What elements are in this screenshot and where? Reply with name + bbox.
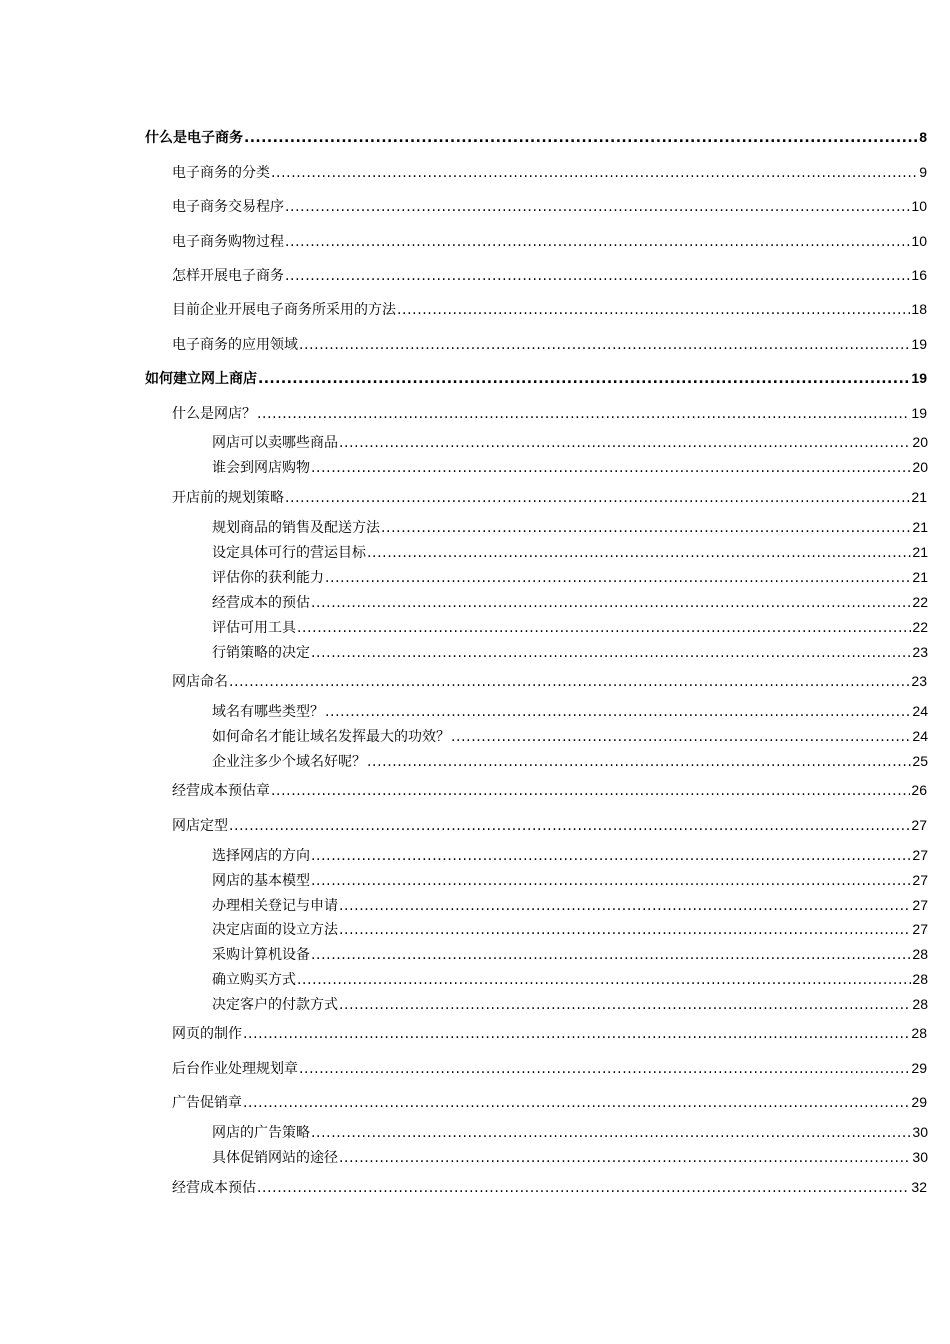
toc-dot-leader: [243, 1025, 910, 1043]
toc-dot-leader: [285, 233, 910, 251]
toc-entry-title: 确立购买方式: [212, 972, 296, 988]
toc-dot-leader: [339, 434, 911, 452]
toc-entry-title: 电子商务购物过程: [172, 234, 284, 250]
toc-page-number: 23: [912, 644, 928, 660]
toc-dot-leader: [311, 459, 911, 477]
toc-page-number: 27: [912, 872, 928, 888]
toc-subsection[interactable]: [212, 643, 928, 661]
toc-dot-leader: [367, 753, 911, 771]
toc-dot-leader: [311, 946, 911, 964]
toc-dot-leader: [367, 544, 911, 562]
toc-dot-leader: [257, 405, 910, 423]
toc-page-number: 19: [911, 405, 927, 421]
toc-subsection[interactable]: [212, 433, 928, 451]
toc-section[interactable]: [172, 781, 927, 799]
toc-entry-title: 经营成本的预估: [212, 595, 310, 611]
toc-entry-title: 网店可以卖哪些商品: [212, 435, 338, 451]
toc-page-number: 25: [912, 753, 928, 769]
toc-dot-leader: [325, 703, 911, 721]
toc-page-number: 27: [912, 921, 928, 937]
toc-entry-title: 经营成本预估章: [172, 783, 270, 799]
toc-dot-leader: [311, 594, 911, 612]
toc-entry-title: 网店定型: [172, 818, 228, 834]
toc-dot-leader: [285, 489, 910, 507]
toc-dot-leader: [229, 673, 910, 691]
toc-subsection[interactable]: [212, 945, 928, 963]
toc-dot-leader: [339, 996, 911, 1014]
toc-page-number: 20: [912, 434, 928, 450]
toc-dot-leader: [285, 198, 910, 216]
toc-subsection[interactable]: [212, 846, 928, 864]
toc-page-number: 28: [912, 946, 928, 962]
toc-section[interactable]: [172, 197, 927, 215]
toc-page-number: 24: [912, 728, 928, 744]
toc-subsection[interactable]: [212, 970, 928, 988]
toc-dot-leader: [339, 1149, 911, 1167]
toc-page-number: 21: [912, 544, 928, 560]
toc-section[interactable]: [172, 1093, 927, 1111]
toc-page-number: 26: [911, 782, 927, 798]
toc-entry-title: 目前企业开展电子商务所采用的方法: [172, 302, 396, 318]
toc-dot-leader: [381, 519, 911, 537]
toc-entry-title: 选择网店的方向: [212, 848, 310, 864]
toc-dot-leader: [299, 336, 910, 354]
toc-page-number: 22: [912, 619, 928, 635]
toc-page-number: 9: [919, 164, 927, 180]
toc-section[interactable]: [172, 300, 927, 318]
toc-section[interactable]: [172, 232, 927, 250]
toc-subsection[interactable]: [212, 995, 928, 1013]
toc-dot-leader: [257, 1179, 910, 1197]
toc-page-number: 29: [911, 1094, 927, 1110]
toc-entry-title: 评估可用工具: [212, 620, 296, 636]
toc-entry-title: 决定客户的付款方式: [212, 997, 338, 1013]
toc-page-number: 16: [911, 267, 927, 283]
toc-dot-leader: [271, 782, 910, 800]
toc-page-number: 24: [912, 703, 928, 719]
toc-page-number: 19: [911, 370, 927, 386]
toc-entry-title: 开店前的规划策略: [172, 490, 284, 506]
toc-entry-title: 谁会到网店购物: [212, 460, 310, 476]
toc-page-number: 27: [911, 817, 927, 833]
toc-subsection[interactable]: [212, 518, 928, 536]
toc-section[interactable]: [172, 163, 927, 181]
toc-page-number: 18: [911, 301, 927, 317]
toc-section[interactable]: [172, 335, 927, 353]
toc-dot-leader: [339, 921, 911, 939]
toc-subsection[interactable]: [212, 568, 928, 586]
toc-entry-title: 评估你的获利能力: [212, 570, 324, 586]
toc-dot-leader: [299, 1060, 910, 1078]
toc-section[interactable]: [172, 266, 927, 284]
toc-dot-leader: [243, 1094, 910, 1112]
toc-entry-title: 具体促销网站的途径: [212, 1150, 338, 1166]
toc-page-number: 8: [919, 129, 927, 145]
toc-page-number: 21: [911, 489, 927, 505]
toc-entry-title: 电子商务交易程序: [172, 199, 284, 215]
toc-subsection[interactable]: [212, 458, 928, 476]
toc-section[interactable]: [172, 404, 927, 422]
toc-dot-leader: [258, 370, 910, 388]
toc-dot-leader: [297, 619, 911, 637]
toc-page-number: 20: [912, 459, 928, 475]
toc-page-number: 30: [912, 1149, 928, 1165]
toc-entry-title: 决定店面的设立方法: [212, 922, 338, 938]
toc-dot-leader: [297, 971, 911, 989]
toc-entry-title: 企业注多少个域名好呢？: [212, 754, 366, 770]
toc-entry-title: 行销策略的决定: [212, 645, 310, 661]
toc-entry-title: 规划商品的销售及配送方法: [212, 520, 380, 536]
toc-entry-title: 采购计算机设备: [212, 947, 310, 963]
toc-page-number: 30: [912, 1124, 928, 1140]
toc-dot-leader: [311, 1124, 911, 1142]
toc-entry-title: 什么是电子商务: [145, 130, 243, 146]
toc-entry-title: 网店的基本模型: [212, 873, 310, 889]
toc-page-number: 28: [912, 971, 928, 987]
toc-dot-leader: [311, 644, 911, 662]
toc-section[interactable]: [172, 672, 927, 690]
toc-subsection[interactable]: [212, 1148, 928, 1166]
toc-subsection[interactable]: [212, 752, 928, 770]
toc-dot-leader: [451, 728, 911, 746]
toc-page-number: 29: [911, 1060, 927, 1076]
toc-entry-title: 后台作业处理规划章: [172, 1061, 298, 1077]
toc-page-number: 21: [912, 569, 928, 585]
toc-page-number: 28: [911, 1025, 927, 1041]
toc-chapter[interactable]: [145, 369, 927, 387]
toc-subsection[interactable]: [212, 920, 928, 938]
toc-subsection[interactable]: [212, 618, 928, 636]
toc-page-number: 32: [911, 1179, 927, 1195]
toc-subsection[interactable]: [212, 1123, 928, 1141]
toc-page-number: 10: [911, 198, 927, 214]
toc-entry-title: 经营成本预估: [172, 1180, 256, 1196]
toc-dot-leader: [325, 569, 911, 587]
toc-entry-title: 什么是网店？: [172, 406, 256, 422]
toc-dot-leader: [285, 267, 910, 285]
toc-entry-title: 网店的广告策略: [212, 1125, 310, 1141]
toc-entry-title: 网页的制作: [172, 1026, 242, 1042]
toc-section[interactable]: [172, 1059, 927, 1077]
toc-page-number: 19: [911, 336, 927, 352]
toc-section[interactable]: [172, 1024, 927, 1042]
toc-dot-leader: [271, 164, 918, 182]
toc-dot-leader: [244, 129, 918, 147]
toc-dot-leader: [311, 847, 911, 865]
toc-entry-title: 广告促销章: [172, 1095, 242, 1111]
toc-section[interactable]: [172, 1178, 927, 1196]
toc-chapter[interactable]: [145, 128, 927, 146]
toc-subsection[interactable]: [212, 871, 928, 889]
toc-entry-title: 设定具体可行的营运目标: [212, 545, 366, 561]
toc-page-number: 10: [911, 233, 927, 249]
toc-page-number: 22: [912, 594, 928, 610]
toc-entry-title: 怎样开展电子商务: [172, 268, 284, 284]
toc-subsection[interactable]: [212, 702, 928, 720]
toc-subsection[interactable]: [212, 543, 928, 561]
toc-dot-leader: [311, 872, 911, 890]
toc-dot-leader: [229, 817, 910, 835]
toc-page-number: 27: [912, 847, 928, 863]
toc-entry-title: 网店命名: [172, 674, 228, 690]
toc-entry-title: 如何建立网上商店: [145, 371, 257, 387]
toc-section[interactable]: [172, 816, 927, 834]
toc-entry-title: 电子商务的应用领域: [172, 337, 298, 353]
toc-page-number: 27: [912, 897, 928, 913]
toc-page-number: 28: [912, 996, 928, 1012]
toc-dot-leader: [397, 301, 910, 319]
toc-subsection[interactable]: [212, 896, 928, 914]
toc-page-number: 21: [912, 519, 928, 535]
toc-page-number: 23: [911, 673, 927, 689]
toc-entry-title: 域名有哪些类型？: [212, 704, 324, 720]
toc-entry-title: 如何命名才能让域名发挥最大的功效？: [212, 729, 450, 745]
toc-section[interactable]: [172, 488, 927, 506]
toc-subsection[interactable]: [212, 727, 928, 745]
toc-subsection[interactable]: [212, 593, 928, 611]
toc-entry-title: 电子商务的分类: [172, 165, 270, 181]
toc-dot-leader: [339, 897, 911, 915]
toc-entry-title: 办理相关登记与申请: [212, 898, 338, 914]
